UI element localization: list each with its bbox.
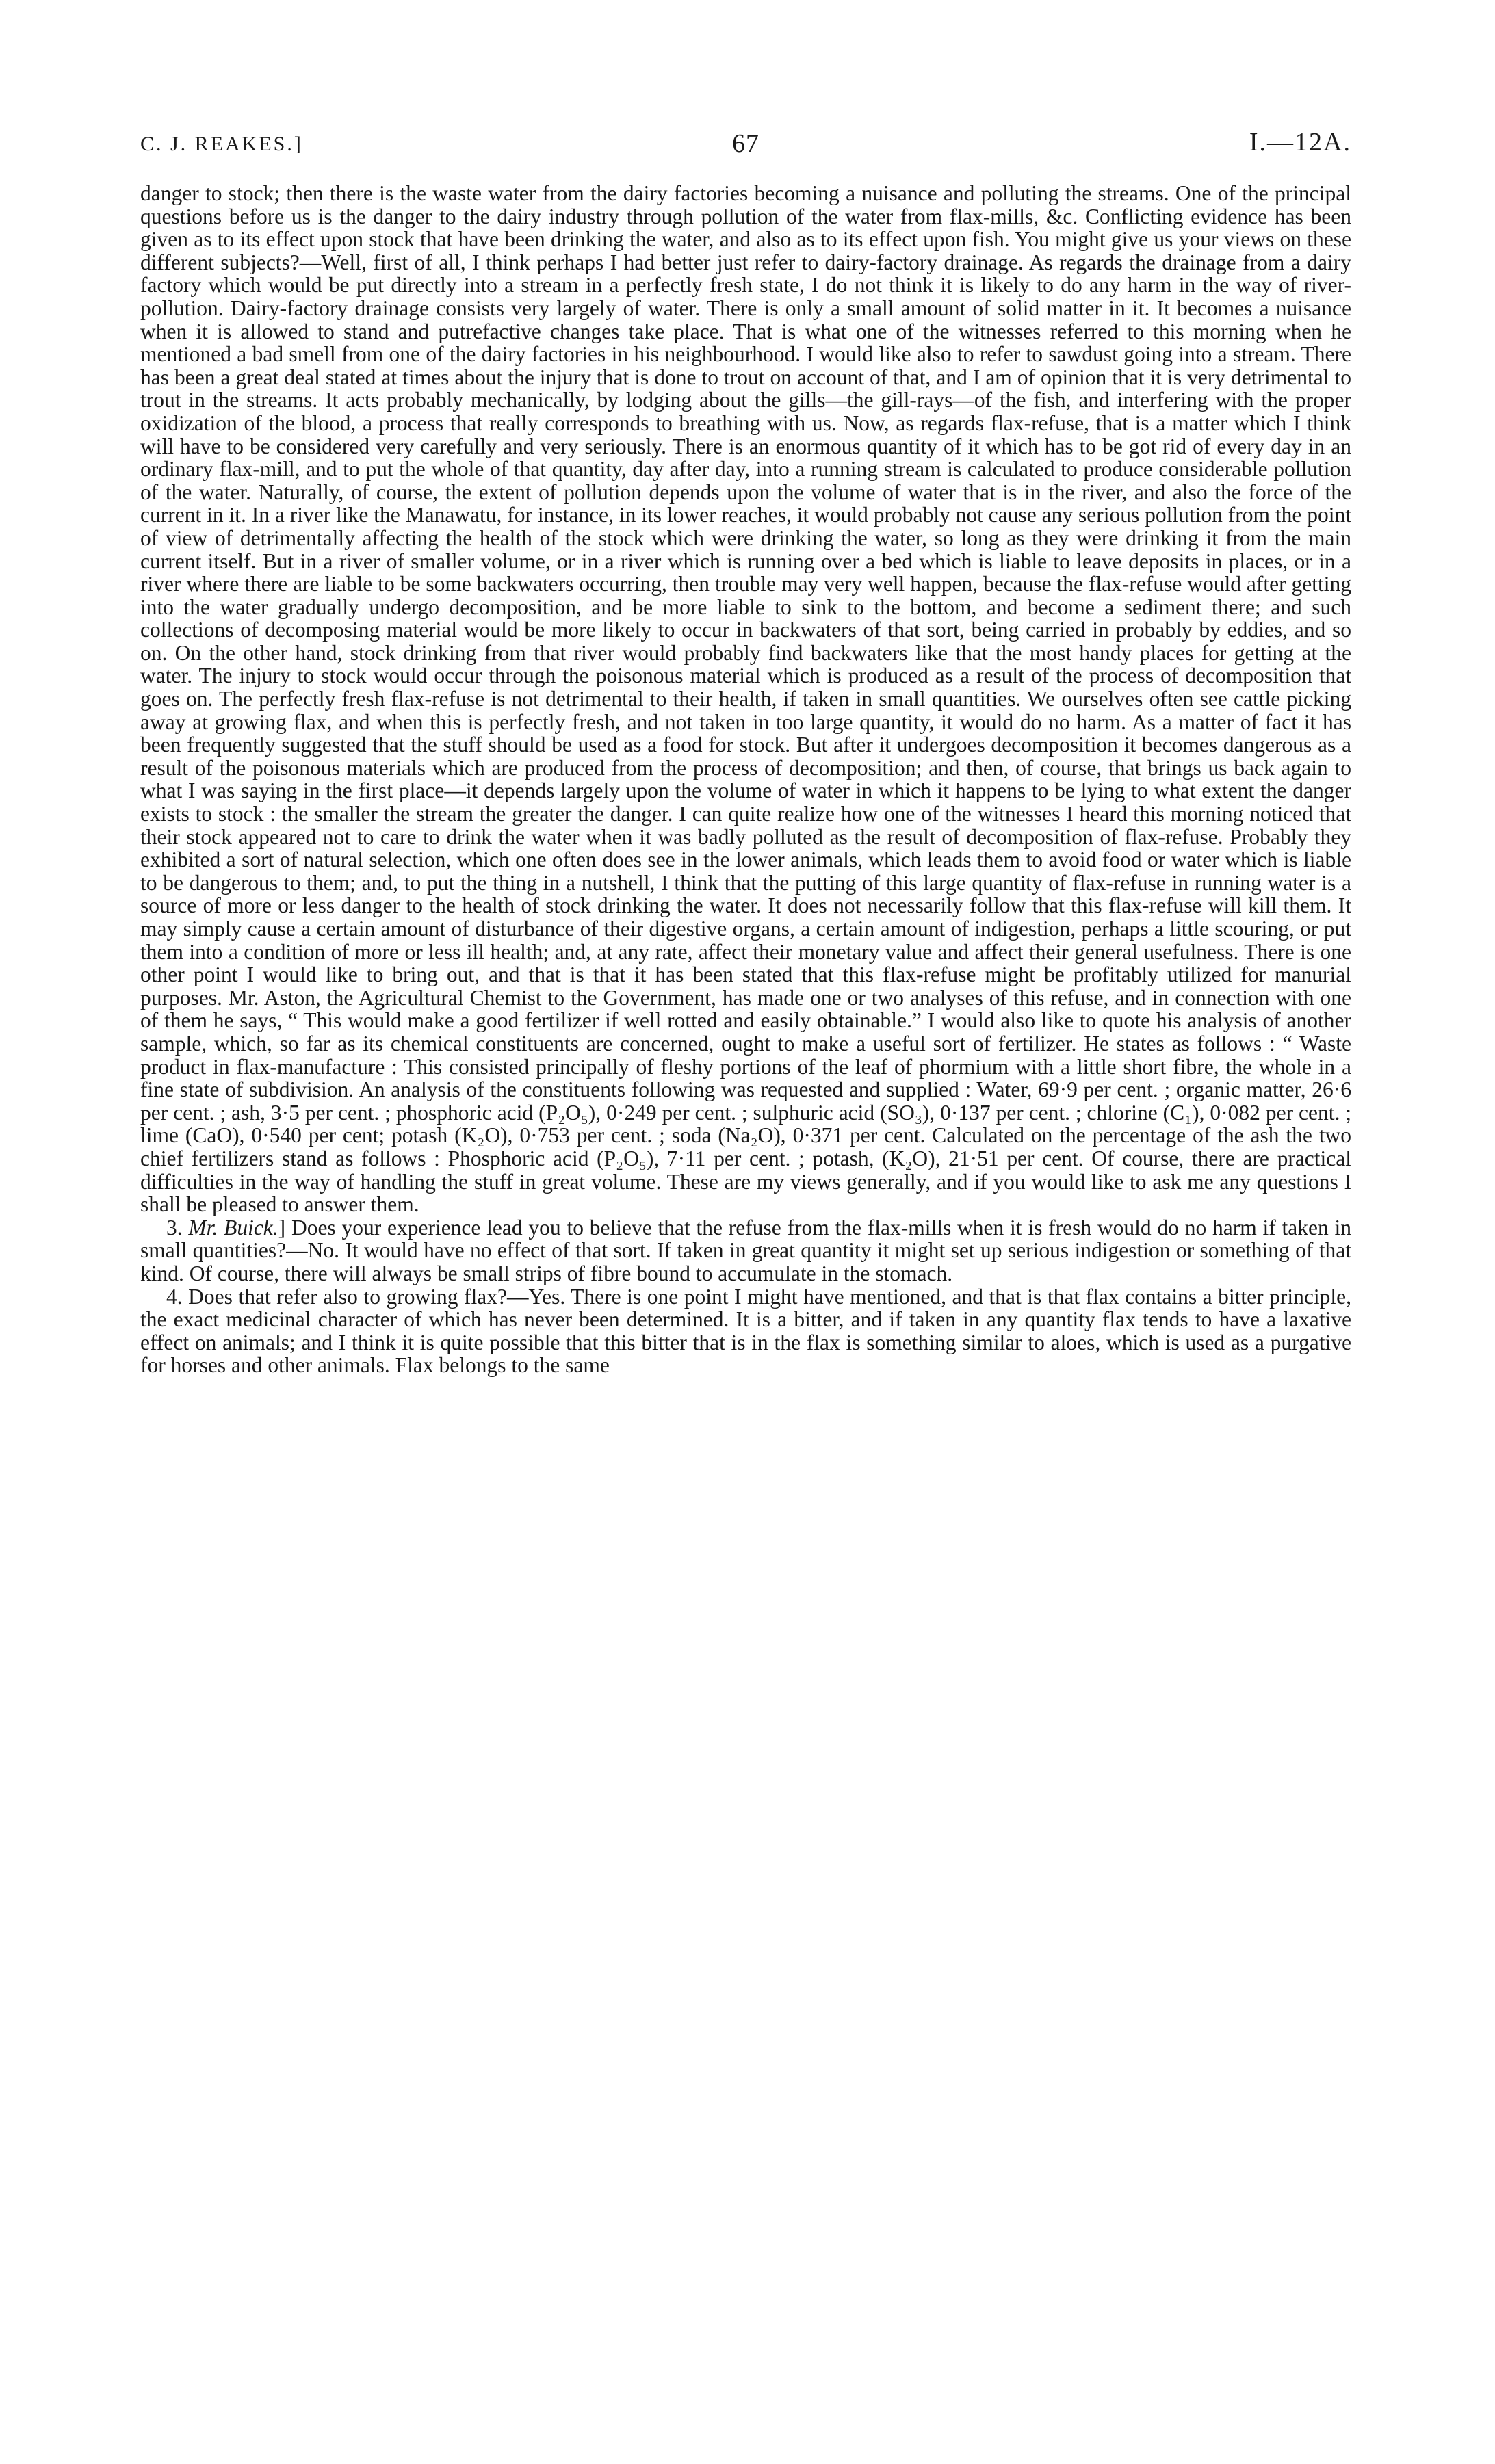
paragraph-question-4 [140,1285,1351,1377]
speaker-name: Mr. Buick. [188,1215,278,1240]
paragraph-text: danger to stock; then there is the waste water from the dairy factories becoming a nuisance and polluting the streams. One of the principal questions before us is the danger to the dairy industry through pollution of the water from flax-mills, &c. Conflicting evidence has been given as to its effect upon stock that have been drinking the water, and also as to its effect upon fish. You might give us your views on these different subjects?—Well, first of all, I think perhaps I had better just refer to dairy-factory drainage. As regards the drainage from a dairy factory which would be put directly into a stream in a perfectly fresh state, I do not think it is likely to do any harm in the way of river-pollution. Dairy-factory drainage consists very largely of water. There is only a small amount of solid matter in it. It becomes a nuisance when it is allowed to stand and putrefactive changes take place. That is what one of the witnesses referred to this morning when he mentioned a bad smell from one of the dairy factories in his neighbourhood. I would like also to refer to sawdust going into a stream. There has been a great deal stated at times about the injury that is done to trout on account of that, and I am of opinion that it is very detrimental to trout in the streams. It acts probably mechanically, by lodging about the gills—the gill-rays—of the fish, and interfering with the proper oxidization of the blood, a process that really corresponds to breathing with us. Now, as regards flax-refuse, that is a matter which I think will have to be considered very carefully and very seriously. There is an enormous quantity of it which has to be got rid of every day in an ordinary flax-mill, and to put the whole of that quantity, day after day, into a running stream is calculated to produce considerable pollution of the water. Naturally, of course, the extent of pollution depends upon the volume of water that is in the river, and also the force of the current in it. In a river like the Manawatu, for instance, in its lower reaches, it would probably not cause any serious pollution from the point of view of detrimentally affecting the health of the stock which were drinking the water, so long as they were drinking it from the main current itself. But in a river of smaller volume, or in a river which is running over a bed which is liable to leave deposits in places, or in a river where there are liable to be some backwaters occurring, then trouble may very well happen, because the flax-refuse would after getting into the water gradually undergo decomposition, and be more liable to sink to the bottom, and become a sediment there; and such collections of decomposing material would be more likely to occur in backwaters of that sort, being carried in probably by eddies, and so on. On the other hand, stock drinking from that river would probably find backwaters like that the most handy places for getting at the water. The injury to stock would occur through the poisonous material which is produced as a result of the process of decomposition that goes on. The perfectly fresh flax-refuse is not detrimental to their health, if taken in small quantities. We ourselves often see cattle picking away at growing flax, and when this is perfectly fresh, and not taken in too large quantity, it would do no harm. As a matter of fact it has been frequently suggested that the stuff should be used as a food for stock. But after it undergoes decomposition it becomes dangerous as a result of the poisonous materials which are produced from the process of decomposition; and then, of course, that brings us back again to what I was saying in the first place—it depends largely upon the volume of water in which it happens to be lying to what extent the danger exists to stock : the smaller the stream the greater the danger. I can quite realize how one of the witnesses I heard this morning noticed that their stock appeared not to care to drink the water when it was badly polluted as the result of decomposition of flax-refuse. Probably they exhibited a sort of natural selection, which one often does see in the lower animals, which leads them to avoid food or water which is liable to be dangerous to them; and, to put the thing in a nutshell, I think that the putting of this large quantity of flax-refuse in running water is a source of more or less danger to the health of stock drinking the water. It does not necessarily follow that this flax-refuse will kill them. It may simply cause a certain amount of disturbance of their digestive organs, a certain amount of indigestion, perhaps a little scouring, or put them into a condition of more or less ill health; and, at any rate, affect their monetary value and affect their general usefulness. There is one other point I would like to bring out, and that is that it has been stated that this flax-refuse might be profitably utilized for manurial purposes. Mr. Aston, the Agricultural Chemist to the Government, has made one or two analyses of this refuse, and in connection with one of them he says, “ This would make a good fertilizer if well rotted and easily obtainable.” I would also like to quote his analysis of another sample, which, so far as its chemical constituents are concerned, ought to make a useful sort of fertilizer. He states as follows : “ Waste product in flax-manufacture : This consisted principally of fleshy portions of the leaf of phormium with a little short fibre, the whole in a fine state of subdivision. An analysis of the constituents following was requested and supplied : Water, 69·9 per cent. ; organic matter, 26·6 per cent. ; ash, 3·5 per cent. ; phosphoric acid (P₂O₅), 0·249 per cent. ; sulphuric acid (SO₃), 0·137 per cent. ; chlorine (C₁), 0·082 per cent. ; lime (CaO), 0·540 per cent; potash (K₂O), 0·753 per cent. ; soda (Na₂O), 0·371 per cent. Calculated on the percentage of the ash the two chief fertilizers stand as follows : Phosphoric acid (P₂O₅), 7·11 per cent. ; potash, (K₂O), 21·51 per cent. Of course, there are practical difficulties in the way of handling the stuff in great volume. These are my views generally, and if you would like to ask me any questions I shall be pleased to answer them. [140,181,1351,1217]
document-page [140,123,1351,1377]
page-number: 67 [732,129,759,158]
paragraph-continued-answer [140,182,1351,1216]
question-number: 3. [166,1215,183,1240]
paragraph-question-3 [140,1216,1351,1285]
body-text [140,182,1351,1377]
document-reference: I.—12A. [1249,128,1351,157]
page-header [140,123,1351,171]
paragraph-text: Does that refer also to growing flax?—Yes. There is one point I might have mentioned, and that is that flax contains a bitter principle, the exact medicinal character of which has never been determined. It is a bitter, and if taken in any quantity flax tends to have a laxative effect on animals; and I think it is quite possible that this bitter that is in the flax is something similar to aloes, which is used as a purgative for horses and other animals. Flax belongs to the same [140,1284,1352,1378]
paragraph-text: ] Does your experience lead you to believe that the refuse from the flax-mills when it is fresh would do no harm if taken in small quantities?—No. It would have no effect of that sort. If taken in great quantity it might set up serious indigestion or something of that kind. Of course, there will always be small strips of fibre bound to accumulate in the stomach. [140,1215,1352,1285]
question-number: 4. [166,1284,183,1309]
header-author: C. J. REAKES.] [140,133,303,155]
